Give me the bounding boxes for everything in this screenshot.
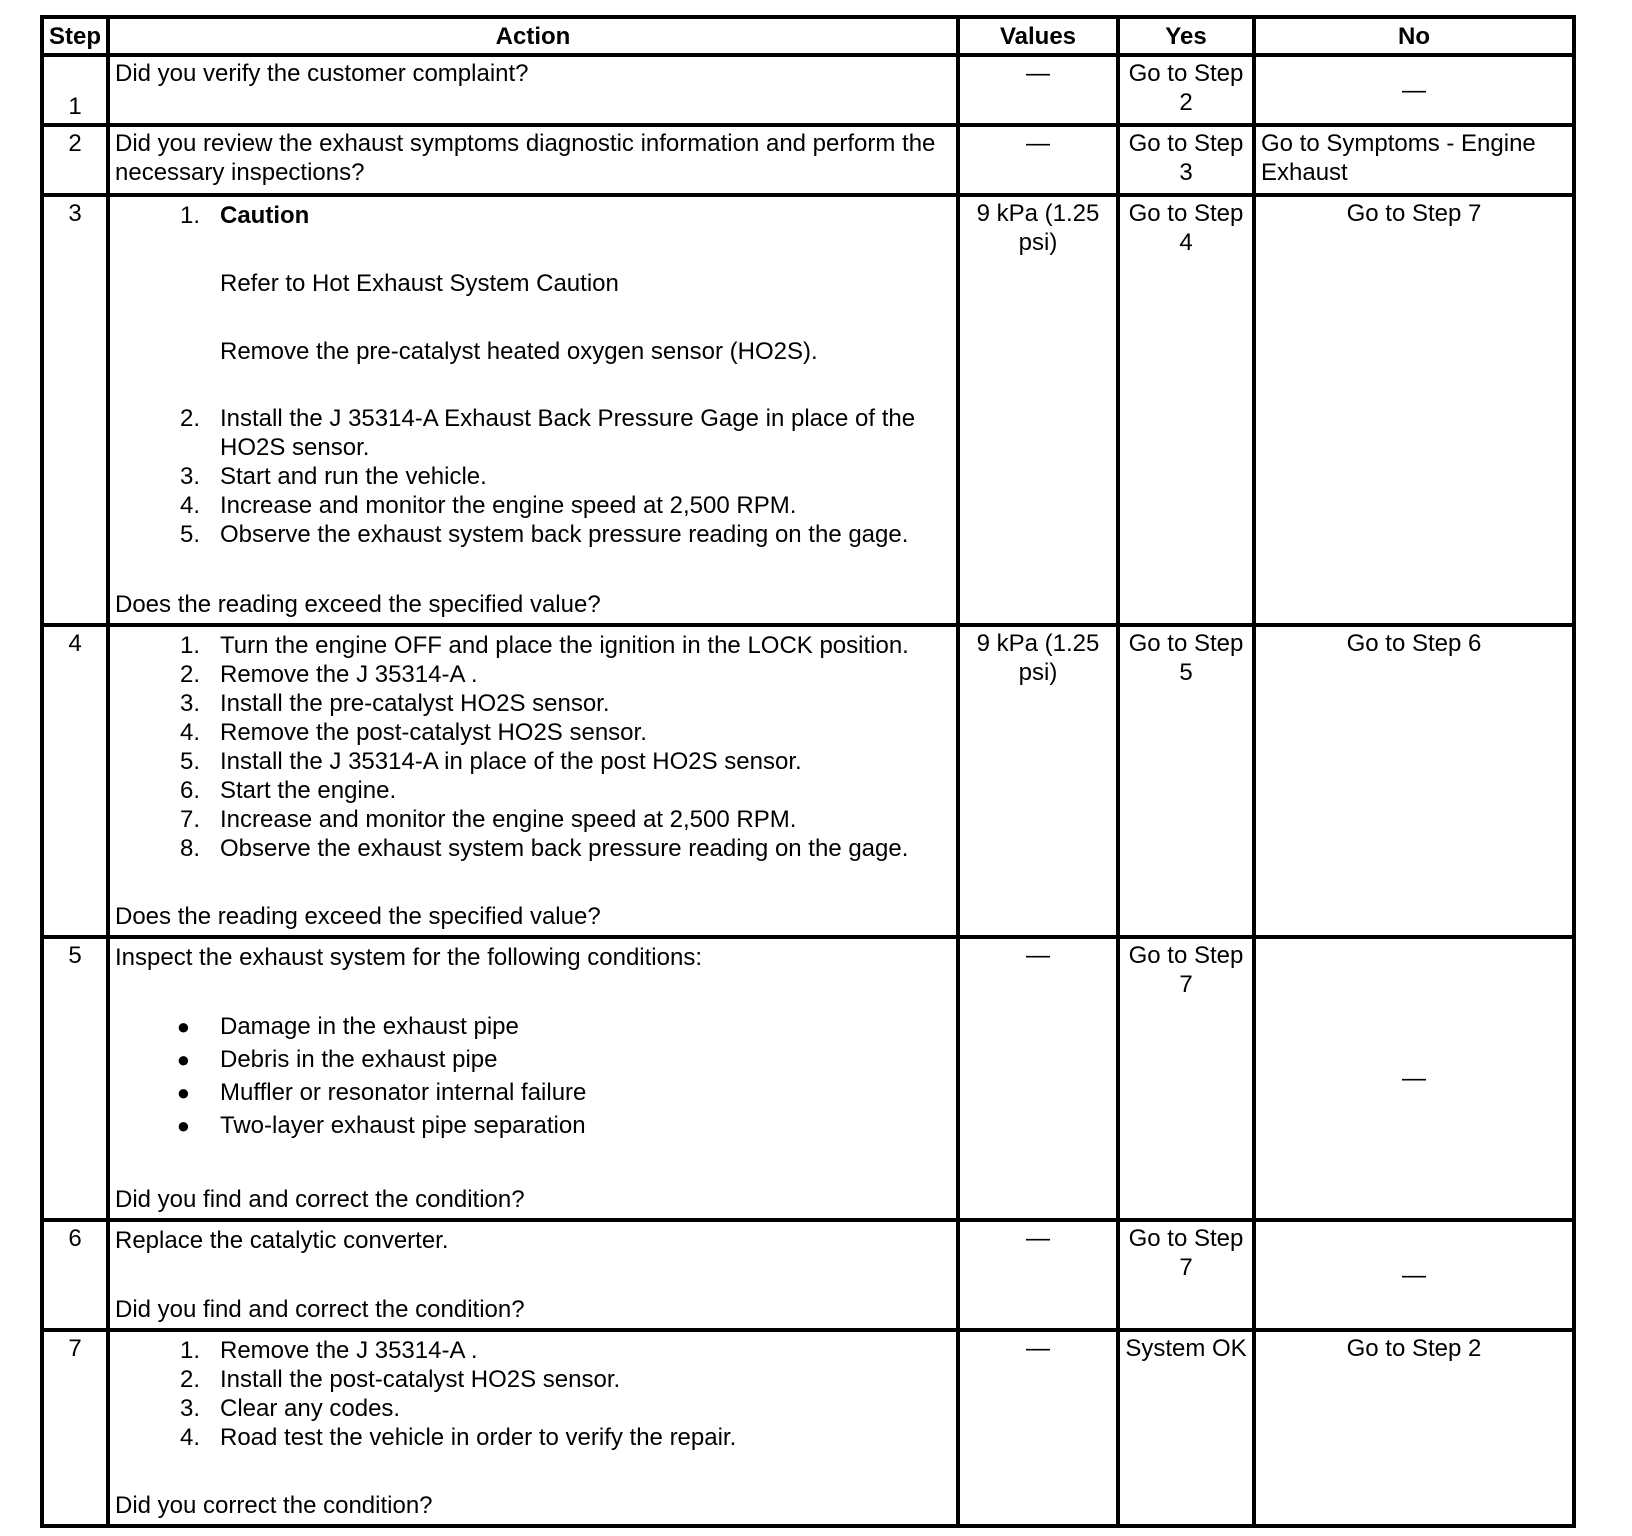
list-item: ● Muffler or resonator internal failure [115,1076,951,1109]
no-dash: — [1402,1261,1426,1289]
values-cell: 9 kPa (1.25 psi) [958,195,1118,625]
action-cell [108,1220,958,1330]
values-cell [958,1330,1118,1526]
action-steps [115,631,951,863]
action-question: Did you correct the condition? [115,1492,433,1519]
list-item: 3. Install the pre-catalyst HO2S sensor. [179,690,610,717]
action-cell [108,1330,958,1526]
values-cell [958,125,1118,195]
caution-text: Refer to Hot Exhaust System Caution [220,270,619,297]
action-steps-continued [115,404,951,549]
action-cell [108,55,958,125]
list-item: 1. Caution [115,201,951,230]
action-intro: Inspect the exhaust system for the following conditions: [115,944,702,971]
table-row [42,125,1574,195]
yes-cell: Go to Step 7 [1118,1220,1254,1330]
yes-cell: Go to Step 2 [1118,55,1254,125]
no-dash: — [1402,1065,1426,1092]
no-cell [1254,55,1574,125]
yes-cell: Go to Step 4 [1118,195,1254,625]
yes-cell: System OK [1118,1330,1254,1526]
action-question: Did you verify the customer complaint? [115,60,529,87]
no-cell [1254,1220,1574,1330]
list-item: 3. Start and run the vehicle. [179,463,487,490]
action-cell [108,625,958,937]
action-cell [108,125,958,195]
list-item: 1. Turn the engine OFF and place the ignition in the LOCK position. [179,632,909,659]
list-item: 6. Start the engine. [179,777,397,804]
values-dash: — [1026,942,1050,969]
step-number: 6 [42,1220,108,1330]
step-number: 7 [42,1330,108,1526]
list-item: ● Damage in the exhaust pipe [115,1010,951,1043]
list-item: 5. Install the J 35314-A in place of the post HO2S sensor. [179,748,802,775]
values-cell [958,1220,1118,1330]
list-item: 2. Install the J 35314-A Exhaust Back Pressure Gage in place of the HO2S sensor. [179,405,916,461]
list-item: 1. Remove the J 35314-A . [179,1337,478,1364]
remove-text: Remove the pre-catalyst heated oxygen sensor (HO2S). [220,338,818,365]
no-cell [1254,937,1574,1220]
no-cell: Go to Step 6 [1254,625,1574,937]
no-dash: — [1402,76,1426,104]
bullet-icon: ● [176,1113,190,1138]
list-item: 4. Remove the post-catalyst HO2S sensor. [179,719,647,746]
no-cell: Go to Step 2 [1254,1330,1574,1526]
values-cell [958,55,1118,125]
step-number: 3 [42,195,108,625]
action-cell [108,937,958,1220]
list-item: 4. Increase and monitor the engine speed at 2,500 RPM. [179,492,797,519]
table-row [42,937,1574,1220]
header-action: Action [108,17,958,55]
table-row [42,625,1574,937]
action-question: Does the reading exceed the specified value? [115,903,601,930]
action-intro: Replace the catalytic converter. [115,1227,449,1254]
values-dash: — [1026,130,1050,157]
values-dash: — [1026,1225,1050,1252]
list-item: 2. Install the post-catalyst HO2S sensor. [179,1366,621,1393]
action-cell [108,195,958,625]
header-yes: Yes [1118,17,1254,55]
list-item: 2. Remove the J 35314-A . [179,661,478,688]
header-row [42,17,1574,55]
action-steps [115,201,951,230]
values-dash: — [1026,1335,1050,1362]
action-steps [115,1336,951,1452]
action-question: Does the reading exceed the specified value? [115,591,601,618]
list-item: 5. Observe the exhaust system back pressure reading on the gage. [179,521,909,548]
list-item: 4. Road test the vehicle in order to verify the repair. [179,1424,737,1451]
values-dash: — [1026,60,1050,87]
values-cell [958,937,1118,1220]
bullet-icon: ● [176,1047,190,1072]
table-row [42,195,1574,625]
step-number: 5 [42,937,108,1220]
header-values: Values [958,17,1118,55]
yes-cell: Go to Step 5 [1118,625,1254,937]
action-question: Did you find and correct the condition? [115,1186,525,1213]
yes-cell: Go to Step 7 [1118,937,1254,1220]
no-cell: Go to Symptoms - Engine Exhaust [1254,125,1574,195]
list-item: 8. Observe the exhaust system back pressure reading on the gage. [179,835,909,862]
action-question: Did you find and correct the condition? [115,1296,525,1323]
table-row [42,55,1574,125]
caution-label: Caution [220,202,310,229]
list-item: 3. Clear any codes. [179,1395,401,1422]
step-number: 2 [42,125,108,195]
no-cell: Go to Step 7 [1254,195,1574,625]
list-item: ● Debris in the exhaust pipe [115,1043,951,1076]
table-row [42,1220,1574,1330]
list-item: 7. Increase and monitor the engine speed at 2,500 RPM. [179,806,797,833]
step-number: 4 [42,625,108,937]
bullet-icon: ● [176,1014,190,1039]
bullet-icon: ● [176,1080,190,1105]
step-number: 1 [42,55,108,125]
values-cell: 9 kPa (1.25 psi) [958,625,1118,937]
header-step: Step [42,17,108,55]
yes-cell: Go to Step 3 [1118,125,1254,195]
table-row [42,1330,1574,1526]
diagnostic-table [40,15,1576,1528]
list-item: ● Two-layer exhaust pipe separation [115,1109,951,1142]
condition-list [115,1010,951,1142]
header-no: No [1254,17,1574,55]
action-question: Did you review the exhaust symptoms diagnostic information and perform the necessary inspections? [115,130,936,186]
